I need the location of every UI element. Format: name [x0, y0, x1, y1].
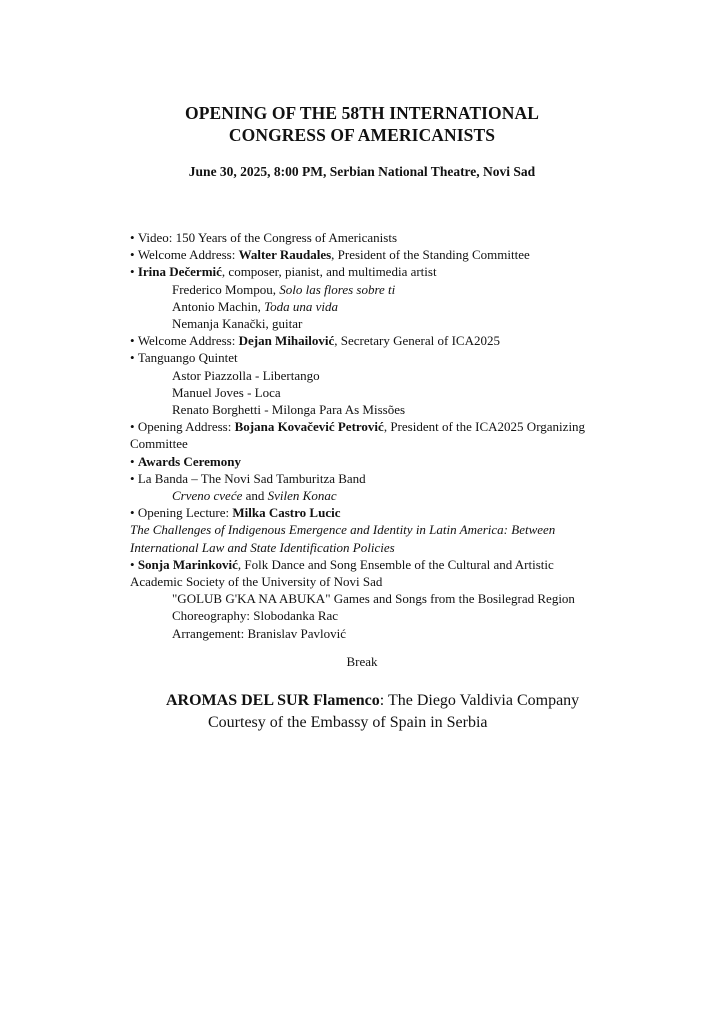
opening-speaker: Bojana Kovačević Petrović: [234, 419, 384, 435]
lecture-title-line-1: [130, 521, 630, 538]
video-text: Video: 150 Years of the Congress of Americanists: [137, 230, 397, 245]
welcome-1-prefix: Welcome Address:: [137, 247, 239, 263]
program-item-lecture: [130, 504, 630, 521]
piece-2-title: Toda una vida: [264, 298, 338, 314]
event-details: June 30, 2025, 8:00 PM, Serbian National Theatre, Novi Sad: [188, 164, 536, 179]
piece-1-composer: Frederico Mompou,: [172, 281, 280, 297]
lecture-speaker: Milka Castro Lucic: [232, 505, 341, 521]
banda-song-2: Svilen Konac: [267, 488, 337, 504]
program-item-banda: [130, 470, 630, 487]
aromas-company: : The Diego Valdivia Company: [379, 692, 580, 709]
break-label: Break: [346, 654, 378, 669]
title-line-1: OPENING OF THE 58TH INTERNATIONAL: [184, 103, 539, 123]
program-item-welcome-1: [130, 246, 630, 263]
choreography: Choreography: Slobodanka Rac: [172, 608, 339, 624]
tango-1: Astor Piazzolla - Libertango: [172, 367, 320, 383]
program-item-sonja: [130, 556, 630, 573]
lecture-title-1: The Challenges of Indigenous Emergence and Identity in Latin America: Between: [130, 522, 556, 538]
irina-piece-1: [130, 281, 630, 298]
aromas-title: AROMAS DEL SUR Flamenco: [166, 692, 380, 709]
irina-role: , composer, pianist, and multimedia artist: [221, 264, 437, 280]
lecture-title-line-2: [130, 539, 630, 556]
banda-songs: [130, 487, 630, 504]
program-list: [130, 229, 630, 642]
welcome-2-speaker: Dejan Mihailović: [238, 333, 335, 349]
program-item-welcome-2: [130, 332, 630, 349]
welcome-2-prefix: Welcome Address:: [137, 333, 239, 349]
banda-and: and: [242, 488, 268, 504]
banda-name: La Banda – The Novi Sad Tamburitza Band: [137, 470, 366, 486]
piece-2-composer: Antonio Machin,: [172, 298, 265, 314]
welcome-1-speaker: Walter Raudales: [238, 247, 332, 263]
tango-3: Renato Borghetti - Milonga Para As Missões: [172, 402, 406, 418]
sonja-role: , Folk Dance and Song Ensemble of the Cultural and Artistic: [237, 556, 554, 572]
golub-performance: "GOLUB G'KA NA ABUKA" Games and Songs from the Bosilegrad Region: [172, 591, 575, 607]
lecture-prefix: Opening Lecture:: [137, 505, 233, 521]
program-item-opening-address: [130, 418, 630, 435]
program-item-awards: [130, 453, 630, 470]
irina-guest: Nemanja Kanački, guitar: [172, 316, 303, 332]
tanguango-name: Tanguango Quintet: [137, 350, 238, 366]
irina-piece-2: [130, 298, 630, 315]
opening-role: , President of the ICA2025 Organizing: [383, 419, 586, 435]
sonja-name: Sonja Marinković: [137, 556, 238, 572]
title-line-2: CONGRESS OF AMERICANISTS: [228, 125, 496, 145]
banda-song-1: Crveno cveće: [172, 488, 243, 504]
program-item-video: [130, 229, 630, 246]
opening-prefix: Opening Address:: [137, 419, 235, 435]
irina-name: Irina Dečermić: [137, 264, 222, 280]
awards-label: Awards Ceremony: [137, 453, 241, 469]
welcome-1-role: , President of the Standing Committee: [331, 247, 530, 263]
page-title: [0, 102, 724, 146]
arrangement: Arrangement: Branislav Pavlović: [172, 625, 347, 641]
program-item-irina: [130, 263, 630, 280]
welcome-2-role: , Secretary General of ICA2025: [334, 333, 500, 349]
opening-role-continued: Committee: [130, 436, 188, 452]
tango-2: Manuel Joves - Loca: [172, 384, 281, 400]
finale-courtesy: Courtesy of the Embassy of Spain in Serbia: [208, 714, 488, 731]
piece-1-title: Solo las flores sobre ti: [279, 281, 396, 297]
program-item-tanguango: [130, 349, 630, 366]
finale-performance: [166, 690, 579, 712]
sonja-role-continued: Academic Society of the University of Novi Sad: [130, 574, 383, 590]
lecture-title-2: International Law and State Identification Policies: [130, 539, 395, 555]
